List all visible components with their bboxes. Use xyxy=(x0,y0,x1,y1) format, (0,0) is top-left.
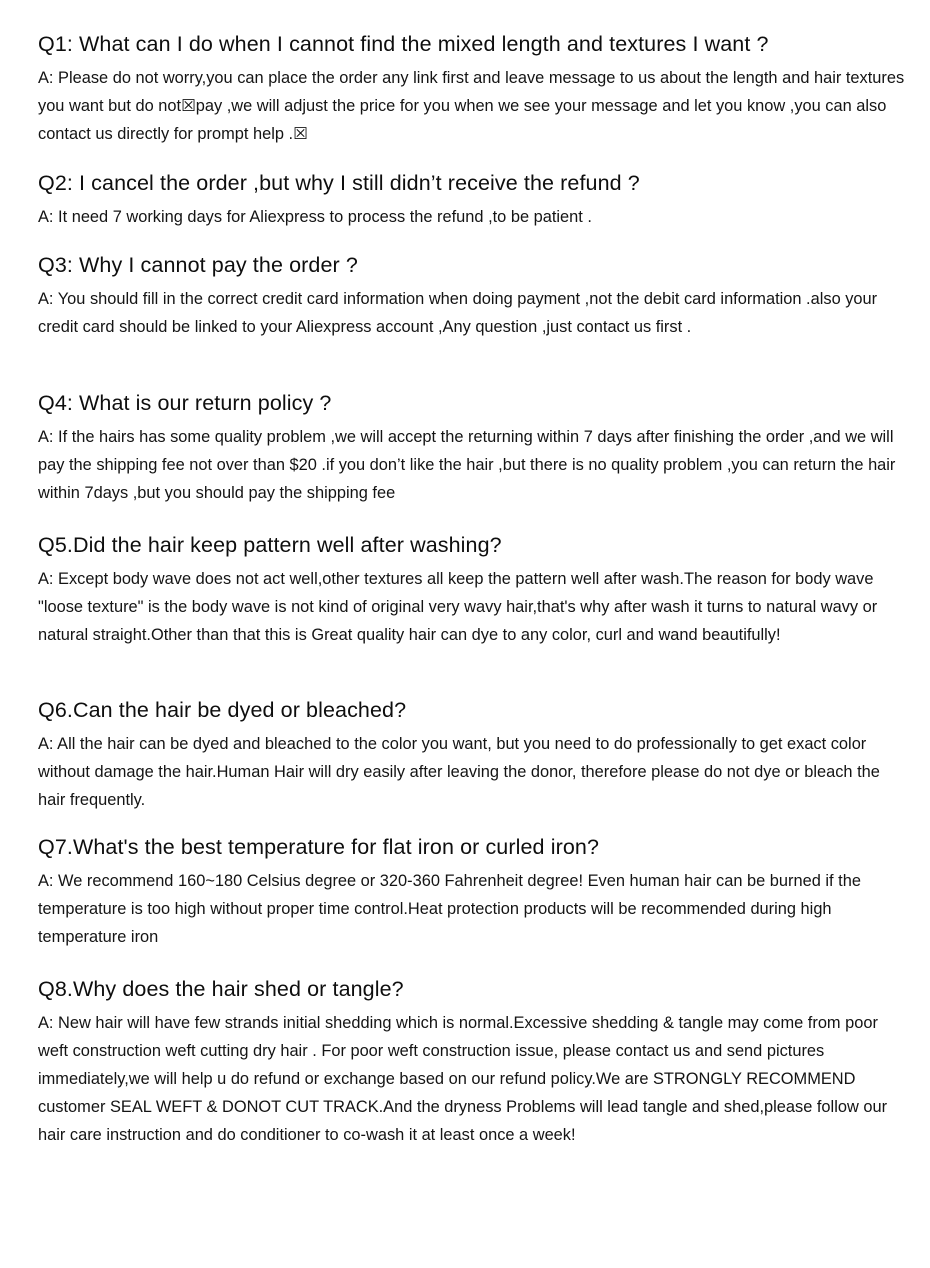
faq-item-q8 xyxy=(38,975,908,1149)
faq-answer: A: We recommend 160~180 Celsius degree or 320-360 Fahrenheit degree! Even human hair can be burned if the temperature is too high without proper time control.Heat protection products will be recommended during high temperature iron xyxy=(38,872,861,946)
faq-question: Q5.Did the hair keep pattern well after washing? xyxy=(38,533,502,557)
faq-question: Q6.Can the hair be dyed or bleached? xyxy=(38,698,407,722)
faq-question: Q3: Why I cannot pay the order ? xyxy=(38,253,358,277)
faq-answer: A: New hair will have few strands initial shedding which is normal.Excessive shedding & tangle may come from poor weft construction weft cutting dry hair . For poor weft construction issue, please contact us and send pictures immediately,we will help u do refund or exchange based on our refund policy.We are STRONGLY RECOMMEND customer SEAL WEFT & DONOT CUT TRACK.And the dryness Problems will lead tangle and shed,please follow our hair care instruction and do conditioner to co-wash it at least once a week! xyxy=(38,1014,888,1144)
faq-answer: A: You should fill in the correct credit card information when doing payment ,not the debit card information .also your credit card should be linked to your Aliexpress account ,Any question ,just contact us first . xyxy=(38,290,878,336)
faq-item-q7 xyxy=(38,833,908,951)
faq-answer: A: All the hair can be dyed and bleached to the color you want, but you need to do professionally to get exact color without damage the hair.Human Hair will dry easily after leaving the donor, therefore please do not dye or bleach the hair frequently. xyxy=(38,735,880,809)
faq-answer: A: It need 7 working days for Aliexpress to process the refund ,to be patient . xyxy=(38,208,592,226)
faq-item-q1 xyxy=(38,30,908,148)
faq-item-q4 xyxy=(38,389,908,507)
faq-question: Q1: What can I do when I cannot find the mixed length and textures I want ? xyxy=(38,32,769,56)
faq-item-q2 xyxy=(38,169,908,231)
faq-item-q3 xyxy=(38,251,908,341)
faq-item-q6 xyxy=(38,696,908,814)
faq-answer: A: If the hairs has some quality problem ,we will accept the returning within 7 days after finishing the order ,and we will pay the shipping fee not over than $20 .if you don’t like the hair ,but there is no quality problem ,you can return the hair within 7days ,but you should pay the shipping fee xyxy=(38,428,896,502)
faq-answer: A: Except body wave does not act well,other textures all keep the pattern well after wash.The reason for body wave "loose texture" is the body wave is not kind of original very wavy hair,that's why after wash it turns to natural wavy or natural straight.Other than that this is Great quality hair can dye to any color, curl and wand beautifully! xyxy=(38,570,878,644)
faq-question: Q2: I cancel the order ,but why I still didn’t receive the refund ? xyxy=(38,171,640,195)
faq-question: Q4: What is our return policy ? xyxy=(38,391,332,415)
faq-answer: A: Please do not worry,you can place the order any link first and leave message to us about the length and hair textures you want but do not☒pay ,we will adjust the price for you when we see your message and let you know ,you can also contact us directly for prompt help .☒ xyxy=(38,69,905,143)
faq-question: Q8.Why does the hair shed or tangle? xyxy=(38,977,404,1001)
faq-question: Q7.What's the best temperature for flat iron or curled iron? xyxy=(38,835,599,859)
faq-item-q5 xyxy=(38,531,908,649)
